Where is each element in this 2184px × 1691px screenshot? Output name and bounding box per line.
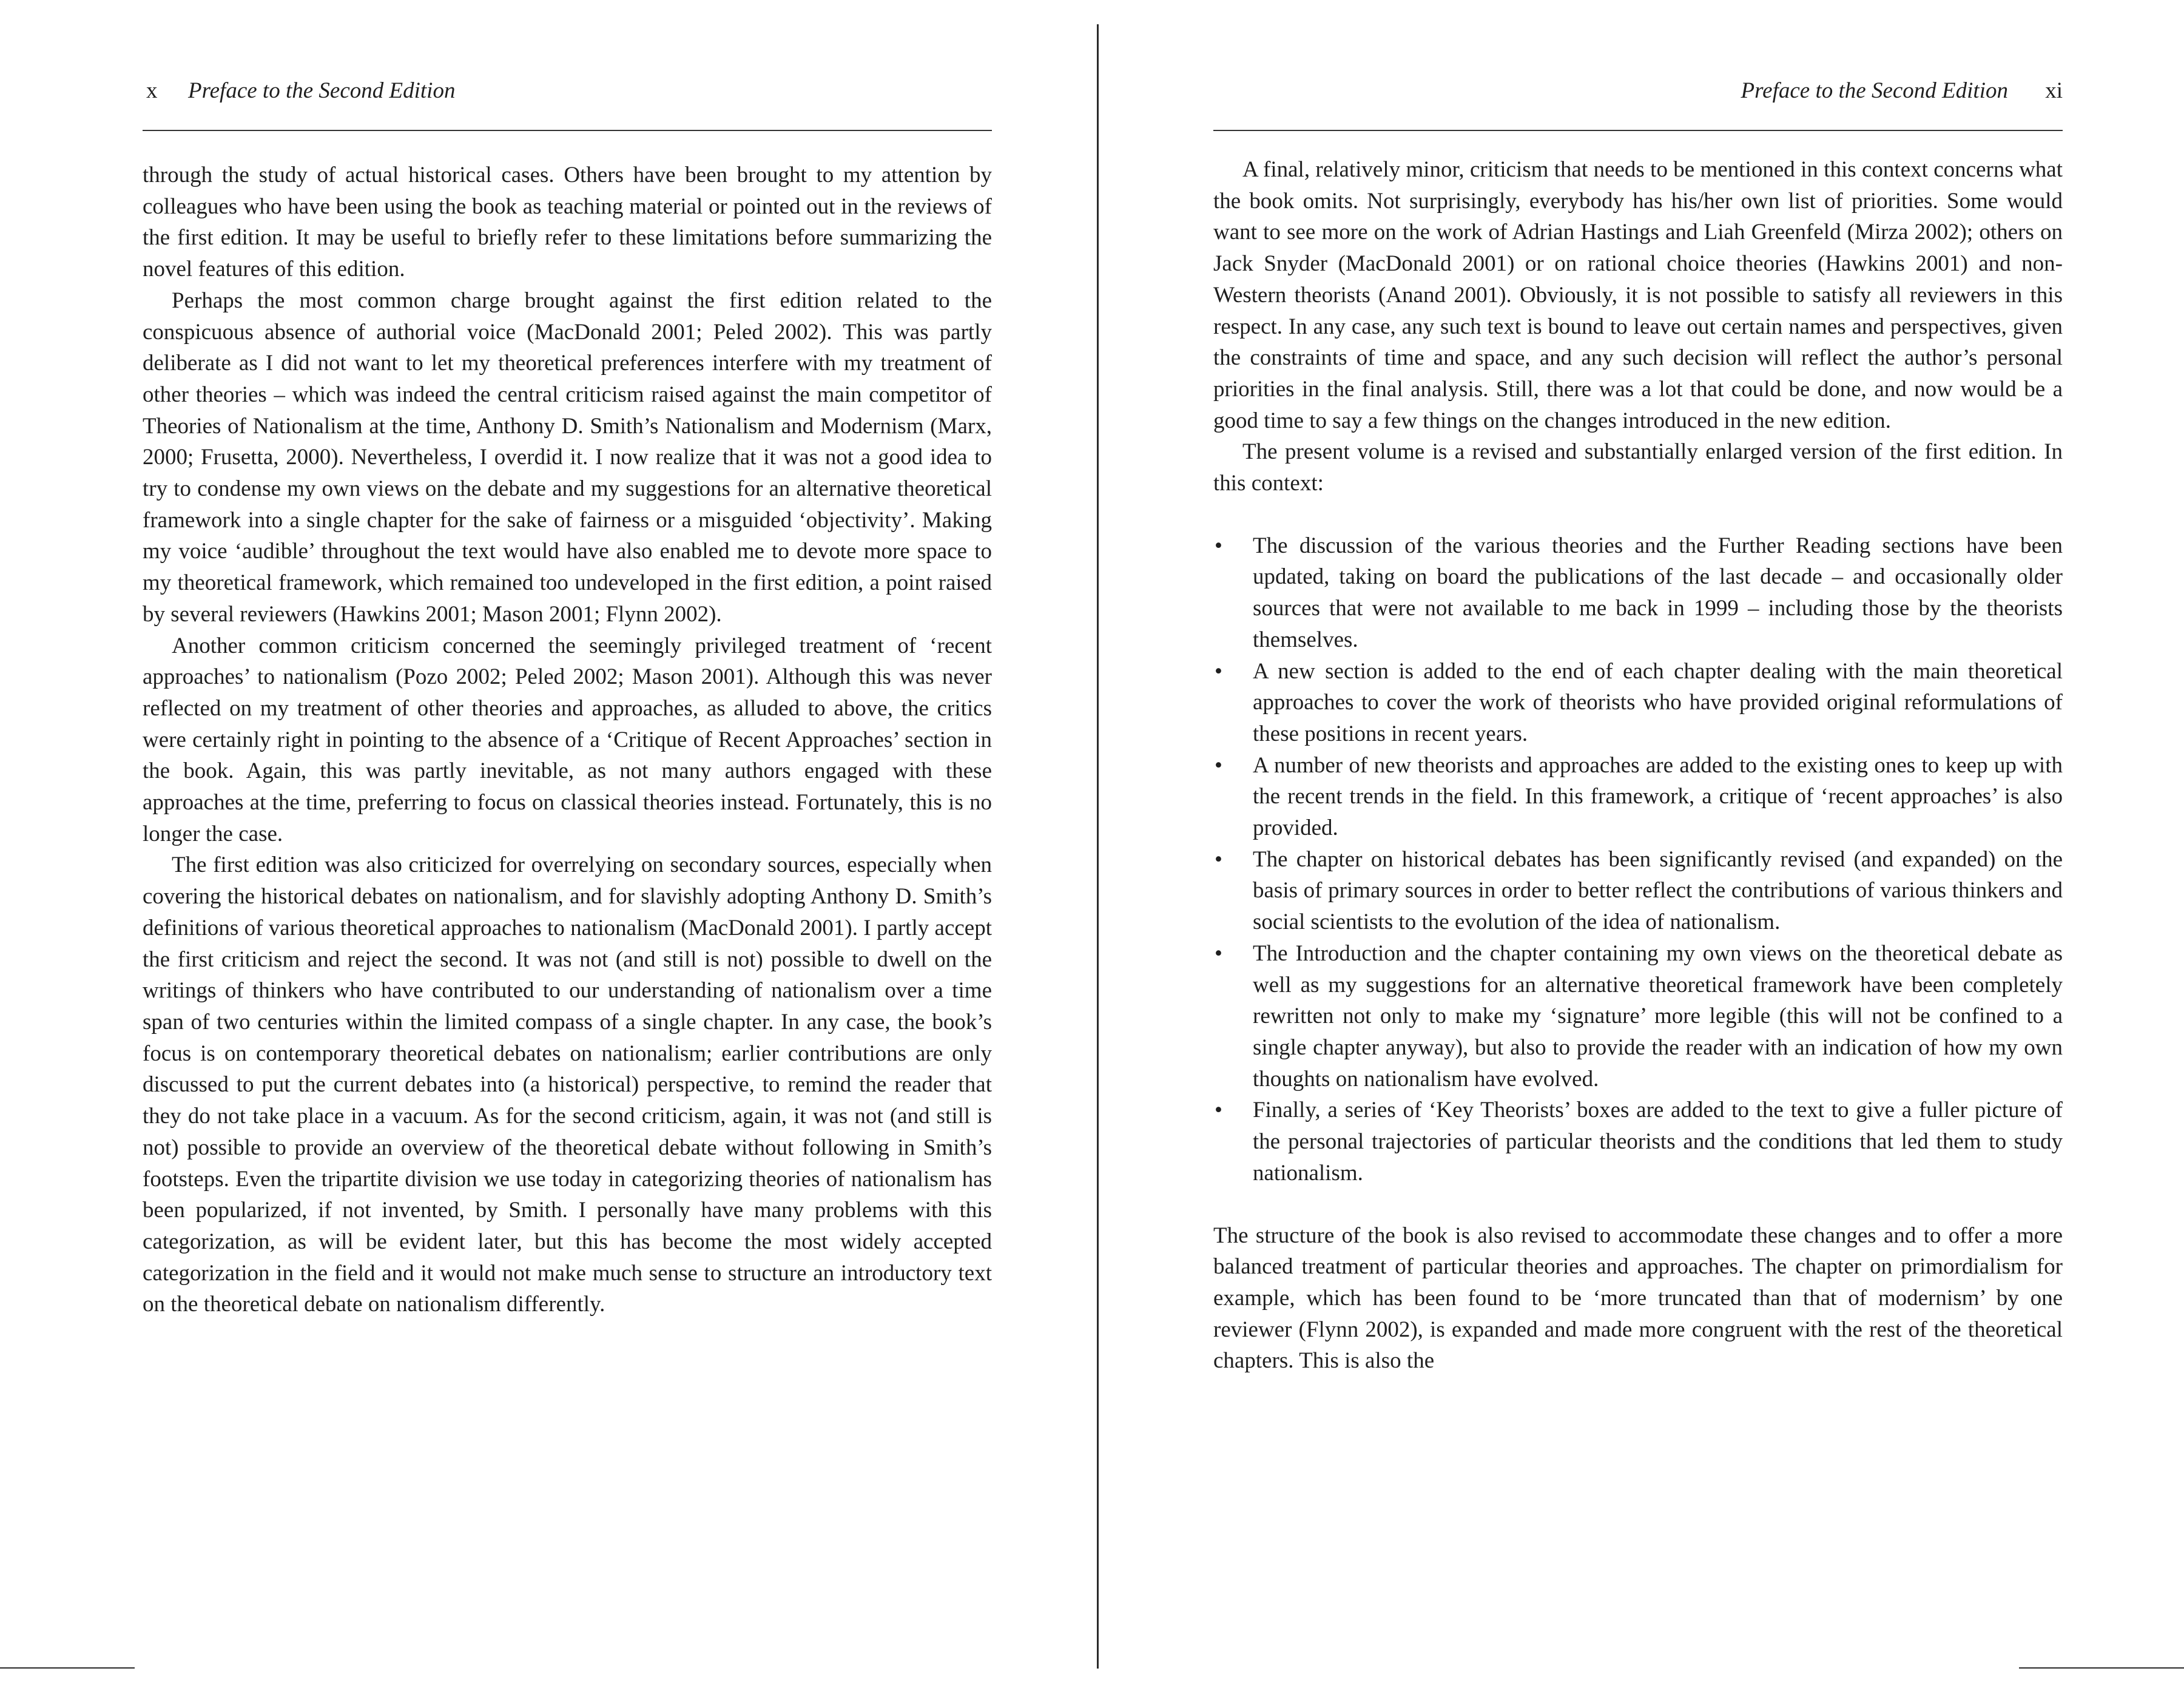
gutter-line — [1097, 24, 1099, 1669]
list-item — [1213, 750, 2063, 844]
list-item-text: The chapter on historical debates has been significantly revised (and expanded) on the basis of primary sources in order to better reflect the contributions of various thinkers and social scientists to the evolution of the idea of nationalism. — [1253, 846, 2063, 935]
bullet-icon: • — [1215, 533, 1222, 558]
bullet-icon: • — [1215, 1098, 1222, 1123]
list-item-text: The discussion of the various theories and the Further Reading sections have been updated, taking on board the publications of the last decade – and occasionally older sources that were not available to me back in 1999 – including those by the theorists themselves. — [1253, 533, 2063, 652]
running-head — [1213, 78, 2063, 114]
paragraph: The first edition was also criticized for overrelying on secondary sources, especially when covering the historical debates on nationalism, and for slavishly adopting Anthony D. Smith’s definitions of various theoretical approaches to nationalism (MacDonald 2001). I partly accept the first criticism and reject the second. It was not (and still is not) possible to dwell on the writings of thinkers who have contributed to our understanding of nationalism over a time span of two centuries within the limited compass of a single chapter. In any case, the book’s focus is on contemporary theoretical debates on nationalism; earlier contributions are only discussed to put the current debates into (a historical) perspective, to remind the reader that they do not take place in a vacuum. As for the second criticism, again, it was not (and still is not) possible to provide an overview of the theoretical debate without following in Smith’s footsteps. Even the tripartite division we use today in categorizing theories of nationalism has been popularized, if not invented, by Smith. I personally have many problems with this categorization, as will be evident later, but this has become the most widely accepted categorization in the field and it would not make much sense to structure an introductory text on the theoretical debate on nationalism differently. — [143, 852, 992, 1317]
list-item-text: A new section is added to the end of each chapter dealing with the main theoretical approaches to cover the work of theorists who have provided original reformulations of these positions in recent years. — [1253, 658, 2063, 746]
paragraph: The present volume is a revised and substantially enlarged version of the first edition. In this context: — [1213, 439, 2063, 496]
list-item — [1213, 938, 2063, 1095]
list-item — [1213, 1095, 2063, 1189]
bullet-icon: • — [1215, 658, 1222, 684]
list-item — [1213, 530, 2063, 656]
page-body — [143, 160, 992, 1320]
page-number: x — [146, 78, 158, 103]
bullet-icon: • — [1215, 846, 1222, 872]
bullet-icon: • — [1215, 752, 1222, 778]
list-item — [1213, 656, 2063, 750]
footer-rule — [0, 1667, 135, 1669]
running-head — [143, 78, 992, 114]
running-title: Preface to the Second Edition — [1741, 78, 2008, 103]
bullet-icon: • — [1215, 940, 1222, 966]
paragraph: Another common criticism concerned the seemingly privileged treatment of ‘recent approaches’ to nationalism (Pozo 2002; Peled 2002; Mason 2001). Although this was never reflected on my treatment of other theories and approaches, as alluded to above, the critics were certainly right in pointing to the absence of a ‘Critique of Recent Approaches’ section in the book. Again, this was partly inevitable, as not many authors engaged with these approaches at the time, preferring to focus on classical theories instead. Fortunately, this is no longer the case. — [143, 633, 992, 846]
list-item-text: A number of new theorists and approaches are added to the existing ones to keep up with the recent trends in the field. In this framework, a critique of ‘recent approaches’ is also provided. — [1253, 752, 2063, 841]
paragraph: A final, relatively minor, criticism that needs to be mentioned in this context concerns what the book omits. Not surprisingly, everybody has his/her own list of priorities. Some would want to see more on the work of Adrian Hastings and Liah Greenfeld (Mirza 2002); others on Jack Snyder (MacDonald 2001) or on rational choice theories (Hawkins 2001) and non-Western theorists (Anand 2001). Obviously, it is not possible to satisfy all reviewers in this respect. In any case, any such text is bound to leave out certain names and perspectives, given the constraints of time and space, and any such decision will reflect the author’s personal priorities in the final analysis. Still, there was a lot that could be done, and now would be a good time to say a few things on the changes introduced in the new edition. — [1213, 157, 2063, 433]
paragraph: through the study of actual historical cases. Others have been brought to my attention by colleagues who have been using the book as teaching material or pointed out in the reviews of the first edition. It may be useful to briefly refer to these limitations before summarizing the novel features of this edition. — [143, 163, 992, 282]
list-item — [1213, 844, 2063, 938]
list-item-text: Finally, a series of ‘Key Theorists’ boxes are added to the text to give a fuller picture of the personal trajectories of particular theorists and the conditions that led them to study nationalism. — [1253, 1098, 2063, 1186]
header-rule — [143, 130, 992, 131]
header-rule — [1213, 130, 2063, 131]
bullet-list — [1213, 530, 2063, 1189]
footer-rule — [2019, 1667, 2184, 1669]
page-body — [1213, 154, 2063, 1377]
page-number: xi — [2045, 78, 2063, 103]
list-item-text: The Introduction and the chapter containing my own views on the theoretical debate as well as my suggestions for an alternative theoretical framework have been completely rewritten not only to make my ‘signature’ more legible (this will not be confined to a single chapter anyway), but also to provide the reader with an indication of how my own thoughts on nationalism have evolved. — [1253, 940, 2063, 1092]
running-title: Preface to the Second Edition — [188, 78, 456, 103]
paragraph: Perhaps the most common charge brought against the first edition related to the conspicuous absence of authorial voice (MacDonald 2001; Peled 2002). This was partly deliberate as I did not want to let my theoretical preferences interfere with my treatment of other theories – which was indeed the central criticism raised against the main competitor of Theories of Nationalism at the time, Anthony D. Smith’s Nationalism and Modernism (Marx, 2000; Frusetta, 2000). Nevertheless, I overdid it. I now realize that it was not a good idea to try to condense my own views on the debate and my suggestions for an alternative theoretical framework into a single chapter for the sake of fairness or a misguided ‘objectivity’. Making my voice ‘audible’ throughout the text would have also enabled me to devote more space to my theoretical framework, which remained too undeveloped in the first edition, a point raised by several reviewers (Hawkins 2001; Mason 2001; Flynn 2002). — [143, 288, 992, 627]
paragraph: The structure of the book is also revised to accommodate these changes and to offer a more balanced treatment of particular theories and approaches. The chapter on primordialism for example, which has been found to be ‘more truncated than that of modernism’ by one reviewer (Flynn 2002), is expanded and made more congruent with the rest of the theoretical chapters. This is also the — [1213, 1223, 2063, 1374]
